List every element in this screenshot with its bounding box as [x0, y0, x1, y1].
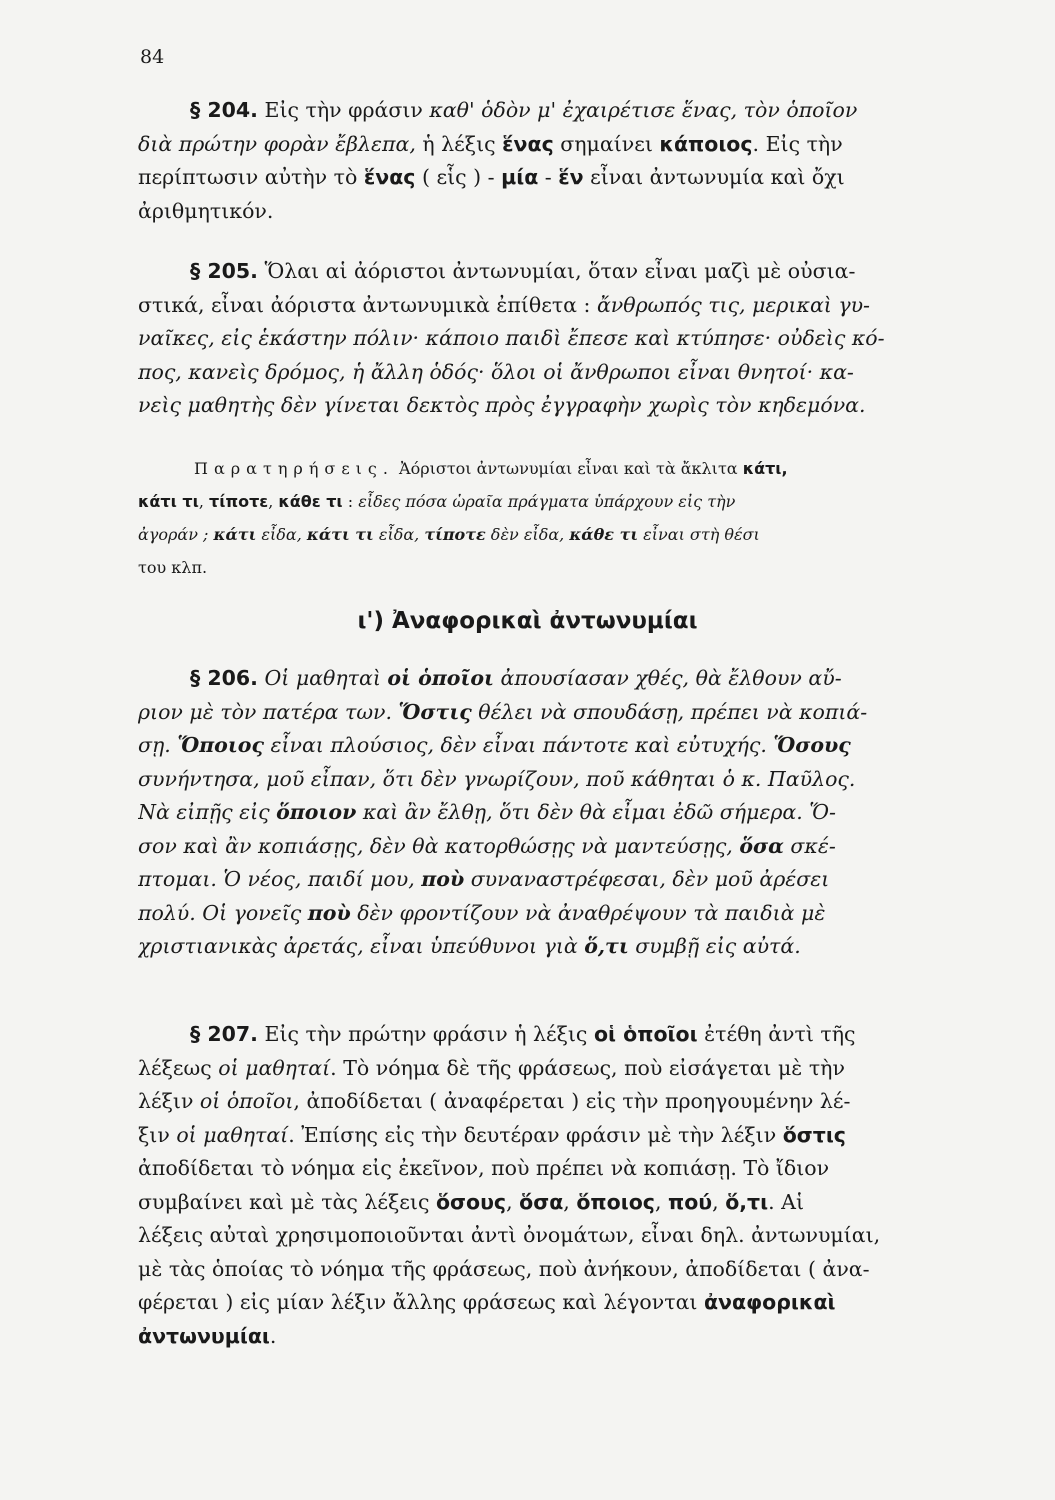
- text-line: νεὶς μαθητὴς δὲν γίνεται δεκτὸς πρὸς ἐγγραφὴν χωρὶς τὸν κηδεμόνα.: [138, 393, 866, 417]
- text-line: λέξιν οἱ ὁποῖοι, ἀποδίδεται ( ἀναφέρεται ) εἰς τὴν προηγουμένην λέ-: [138, 1089, 851, 1113]
- text-line: κάτι τι, τίποτε, κάθε τι : εἶδες πόσα ὡραῖα πράγματα ὑπάρχουν εἰς τὴν: [138, 492, 736, 511]
- paragraph-204: [138, 94, 976, 228]
- paragraph-206: [138, 662, 976, 964]
- text-line: Νὰ εἰπῇς εἰς ὅποιον καὶ ἂν ἔλθῃ, ὅτι δὲν θὰ εἶμαι ἐδῶ σήμερα. Ὅ-: [138, 800, 836, 824]
- text-line: Παρατηρήσεις. Ἀόριστοι ἀντωνυμίαι εἶναι καὶ τὰ ἄκλιτα κάτι,: [194, 459, 788, 478]
- text-line: φέρεται ) εἰς μίαν λέξιν ἄλλης φράσεως καὶ λέγονται ἀναφορικαὶ: [138, 1290, 836, 1314]
- page-number: 84: [140, 46, 165, 68]
- text-line: ναῖκες, εἰς ἑκάστην πόλιν· κάποιο παιδὶ ἔπεσε καὶ κτύπησε· οὐδεὶς κό-: [138, 326, 885, 350]
- text-line: περίπτωσιν αὐτὴν τὸ ἕνας ( εἷς ) - μία - ἕν εἶναι ἀντωνυμία καὶ ὄχι: [138, 165, 845, 189]
- text-line: § 205. Ὅλαι αἱ ἀόριστοι ἀντωνυμίαι, ὅταν εἶναι μαζὶ μὲ οὐσια-: [190, 259, 856, 283]
- text-line: ριον μὲ τὸν πατέρα των. Ὅστις θέλει νὰ σπουδάσῃ, πρέπει νὰ κοπιά-: [138, 699, 868, 724]
- text-line: χριστιανικὰς ἀρετάς, εἶναι ὑπεύθυνοι γιὰ ὅ,τι συμβῇ εἰς αὐτά.: [138, 934, 801, 958]
- remarks-note: [138, 452, 976, 584]
- text-line: ἀποδίδεται τὸ νόημα εἰς ἐκεῖνον, ποὺ πρέπει νὰ κοπιάσῃ. Τὸ ἴδιον: [138, 1156, 830, 1180]
- section-heading: ι') Ἀναφορικαὶ ἀντωνυμίαι: [357, 608, 698, 634]
- text-line: συνήντησα, μοῦ εἶπαν, ὅτι δὲν γνωρίζουν, ποῦ κάθηται ὁ κ. Παῦλος.: [138, 766, 856, 791]
- text-line: μὲ τὰς ὁποίας τὸ νόημα τῆς φράσεως, ποὺ ἀνήκουν, ἀποδίδεται ( ἀνα-: [138, 1256, 870, 1281]
- section-number: § 204.: [190, 98, 258, 122]
- text-line: § 207. Εἰς τὴν πρώτην φράσιν ἡ λέξις οἱ ὁποῖοι ἐτέθη ἀντὶ τῆς: [190, 1022, 856, 1046]
- text-line: § 206. Οἱ μαθηταὶ οἱ ὁποῖοι ἀπουσίασαν χθές, θὰ ἔλθουν αὔ-: [190, 666, 842, 690]
- text-line: πτομαι. Ὁ νέος, παιδί μου, ποὺ συναναστρέφεσαι, δὲν μοῦ ἀρέσει: [138, 867, 830, 891]
- text-line: στικά, εἶναι ἀόριστα ἀντωνυμικὰ ἐπίθετα : ἄνθρωπός τις, μερικαὶ γυ-: [138, 292, 870, 317]
- text-line: πος, κανεὶς δρόμος, ἡ ἄλλη ὁδός· ὅλοι οἱ ἄνθρωποι εἶναι θνητοί· κα-: [138, 359, 854, 384]
- text-line: ξιν οἱ μαθηταί. Ἐπίσης εἰς τὴν δευτέραν φράσιν μὲ τὴν λέξιν ὅστις: [138, 1122, 846, 1147]
- text-line: διὰ πρώτην φορὰν ἔβλεπα, ἡ λέξις ἕνας σημαίνει κάποιος. Εἰς τὴν: [138, 131, 843, 156]
- text-line: πολύ. Οἱ γονεῖς ποὺ δὲν φροντίζουν νὰ ἀναθρέψουν τὰ παιδιὰ μὲ: [138, 900, 826, 925]
- paragraph-207: [138, 1018, 976, 1353]
- text-line: λέξεις αὐταὶ χρησιμοποιοῦνται ἀντὶ ὀνομάτων, εἶναι δηλ. ἀντωνυμίαι,: [138, 1223, 881, 1247]
- text-line: σῃ. Ὅποιος εἶναι πλούσιος, δὲν εἶναι πάντοτε καὶ εὐτυχής. Ὅσους: [138, 733, 851, 757]
- section-number: § 206.: [190, 666, 258, 690]
- text-line: σον καὶ ἂν κοπιάσῃς, δὲν θὰ κατορθώσῃς νὰ μαντεύσῃς, ὅσα σκέ-: [138, 833, 836, 858]
- text-line: § 204. Εἰς τὴν φράσιν καθ' ὁδὸν μ' ἐχαιρέτισε ἕνας, τὸν ὁποῖον: [190, 98, 858, 122]
- section-number: § 205.: [190, 259, 258, 283]
- text-line: συμβαίνει καὶ μὲ τὰς λέξεις ὅσους, ὅσα, ὅποιος, πού, ὅ,τι. Αἱ: [138, 1189, 805, 1214]
- paragraph-205: [138, 255, 976, 423]
- text-line: ἀριθμητικόν.: [138, 198, 274, 223]
- remarks-label: Παρατηρήσεις.: [194, 459, 394, 478]
- section-number: § 207.: [190, 1022, 258, 1046]
- text-line: του κλπ.: [138, 558, 208, 577]
- text-line: λέξεως οἱ μαθηταί. Τὸ νόημα δὲ τῆς φράσεως, ποὺ εἰσάγεται μὲ τὴν: [138, 1055, 845, 1080]
- text-line: ἀντωνυμίαι.: [138, 1323, 277, 1348]
- text-line: ἀγοράν ; κάτι εἶδα, κάτι τι εἶδα, τίποτε δὲν εἶδα, κάθε τι εἶναι στὴ θέσι: [138, 525, 760, 544]
